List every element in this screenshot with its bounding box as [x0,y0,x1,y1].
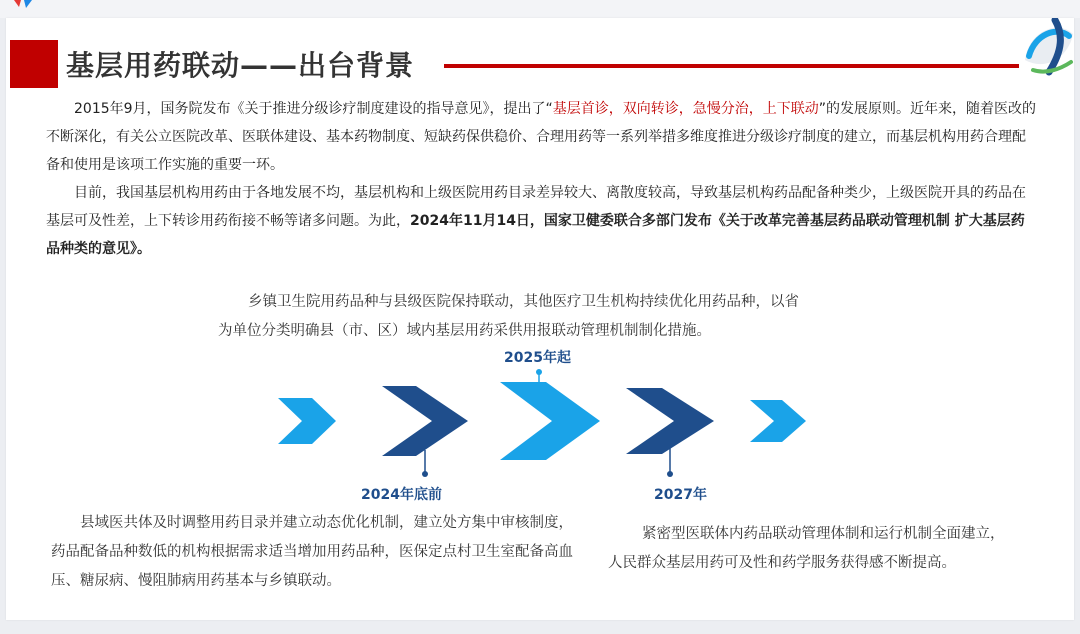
timeline-dot-2025 [536,369,542,375]
window-topbar [0,0,1080,18]
app-icon[interactable] [8,0,38,12]
title-underline [444,64,1074,68]
logo-icon [1019,18,1074,78]
timeline-label-2027: 2027年 [654,487,707,503]
timeline-label-2025: 2025年起 [504,350,571,366]
intro-highlight: 基层首诊，双向转诊，急慢分治，上下联动 [552,101,819,117]
timeline-dot-2027 [667,471,673,477]
timeline-desc-2025-line1: 乡镇卫生院用药品种与县级医院保持联动，其他医疗卫生机构持续优化用药品种，以省 [248,294,799,310]
timeline-desc-2025-line2: 为单位分类明确县（市、区）域内基层用药采供用报联动管理机制制化措施。 [218,323,711,339]
timeline-desc-2024: 县域医共体及时调整用药目录并建立动态优化机制，建立处方集中审核制度，药品配备品种数低的机构根据需求适当增加用药品种，医保定点村卫生室配备高血压、糖尿病、慢阻肺病用药基本与乡镇联动。 [51,515,573,589]
timeline-dot-2024 [422,471,428,477]
timeline-label-2024: 2024年底前 [361,487,442,503]
timeline-chevron-5 [750,400,806,442]
timeline-desc-2025 [218,288,878,346]
intro-paragraph [46,95,1038,179]
timeline-desc-2027 [608,520,1048,578]
background-text: 目前，我国基层机构用药由于各地发展不均，基层机构和上级医院用药目录差异较大、离散度较高，导致基层机构药品配备种类少，上级医院开具的药品在基层可及性差，上下转诊用药衔接不畅等诸多问题。为此， [46,185,1026,229]
timeline-chevron-1 [278,398,336,444]
intro-text-end: ”的发展原则。近年来，随着医改的不断深化，有关公立医院改革、医联体建设、基本药物制度、短缺药保供稳价、合理用药等一系列举措多维度推进分级诊疗制度的建立，而基层机构用药合理配备和使用是该项工作实施的重要一环。 [46,101,1037,173]
background-paragraph [46,179,1038,263]
slide [6,18,1074,620]
timeline-chevron-4 [626,388,714,454]
timeline-desc-2027-line1: 紧密型医联体内药品联动管理体制和运行机制全面建立， [642,526,1005,542]
page-title: 基层用药联动——出台背景 [66,49,415,82]
background-policy-text: 2024年11月14日，国家卫健委联合多部门发布《关于改革完善基层药品联动管理机制 扩大基层药品种类的意见》。 [46,213,1025,257]
intro-text-start: 2015年9月，国务院发布《关于推进分级诊疗制度建设的指导意见》，提出了“ [74,101,553,117]
timeline-chevron-3 [500,382,600,460]
timeline-chevron-2 [382,386,468,456]
timeline-desc-2027-line2: 人民群众基层用药可及性和药学服务获得感不断提高。 [608,555,956,571]
title-accent-block [10,40,58,88]
